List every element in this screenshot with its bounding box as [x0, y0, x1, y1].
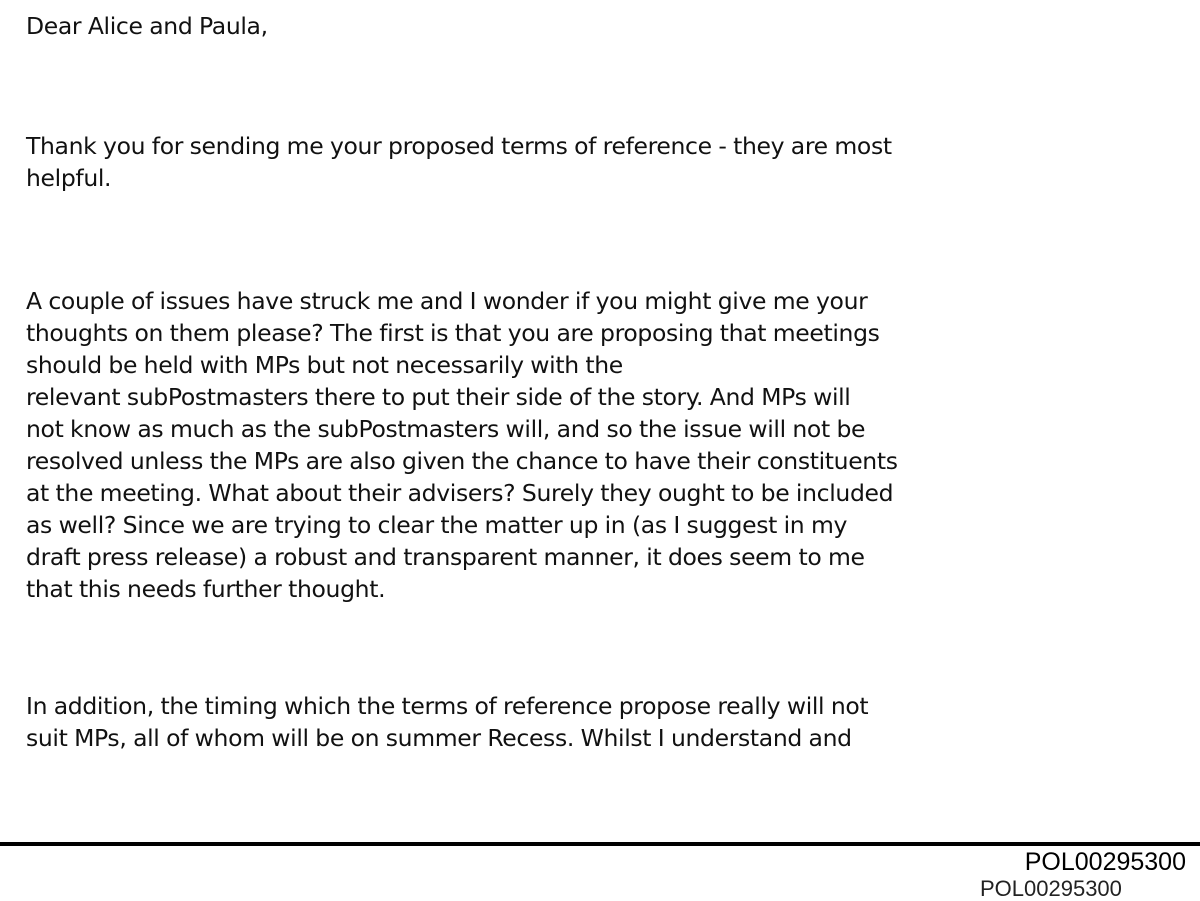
- paragraph-line: that this needs further thought.: [26, 575, 386, 603]
- paragraph-2: [26, 285, 898, 605]
- paragraph-line: as well? Since we are trying to clear the matter up in (as I suggest in my: [26, 511, 848, 539]
- paragraph-line: helpful.: [26, 164, 112, 192]
- paragraph-line: at the meeting. What about their advisers? Surely they ought to be included: [26, 479, 894, 507]
- paragraph-line: resolved unless the MPs are also given the chance to have their constituents: [26, 447, 898, 475]
- paragraph-line: relevant subPostmasters there to put their side of the story. And MPs will: [26, 383, 851, 411]
- paragraph-1: [26, 130, 892, 194]
- document-reference: POL00295300: [1024, 848, 1186, 876]
- paragraph-line: thoughts on them please? The first is that you are proposing that meetings: [26, 319, 880, 347]
- paragraph-line: draft press release) a robust and transparent manner, it does seem to me: [26, 543, 865, 571]
- paragraph-line: should be held with MPs but not necessarily with the: [26, 351, 623, 379]
- salutation: [26, 10, 268, 42]
- paragraph-line: suit MPs, all of whom will be on summer Recess. Whilst I understand and: [26, 724, 852, 752]
- paragraph-line: not know as much as the subPostmasters will, and so the issue will not be: [26, 415, 866, 443]
- document-reference-cutoff-text: POL00295300: [980, 876, 1122, 901]
- paragraph-3: [26, 690, 868, 754]
- footer-divider: [0, 842, 1200, 846]
- document-reference-cutoff: [980, 876, 1130, 901]
- salutation-line: Dear Alice and Paula,: [26, 12, 268, 40]
- paragraph-line: A couple of issues have struck me and I wonder if you might give me your: [26, 287, 868, 315]
- paragraph-line: Thank you for sending me your proposed terms of reference - they are most: [26, 132, 892, 160]
- paragraph-line: In addition, the timing which the terms of reference propose really will not: [26, 692, 869, 720]
